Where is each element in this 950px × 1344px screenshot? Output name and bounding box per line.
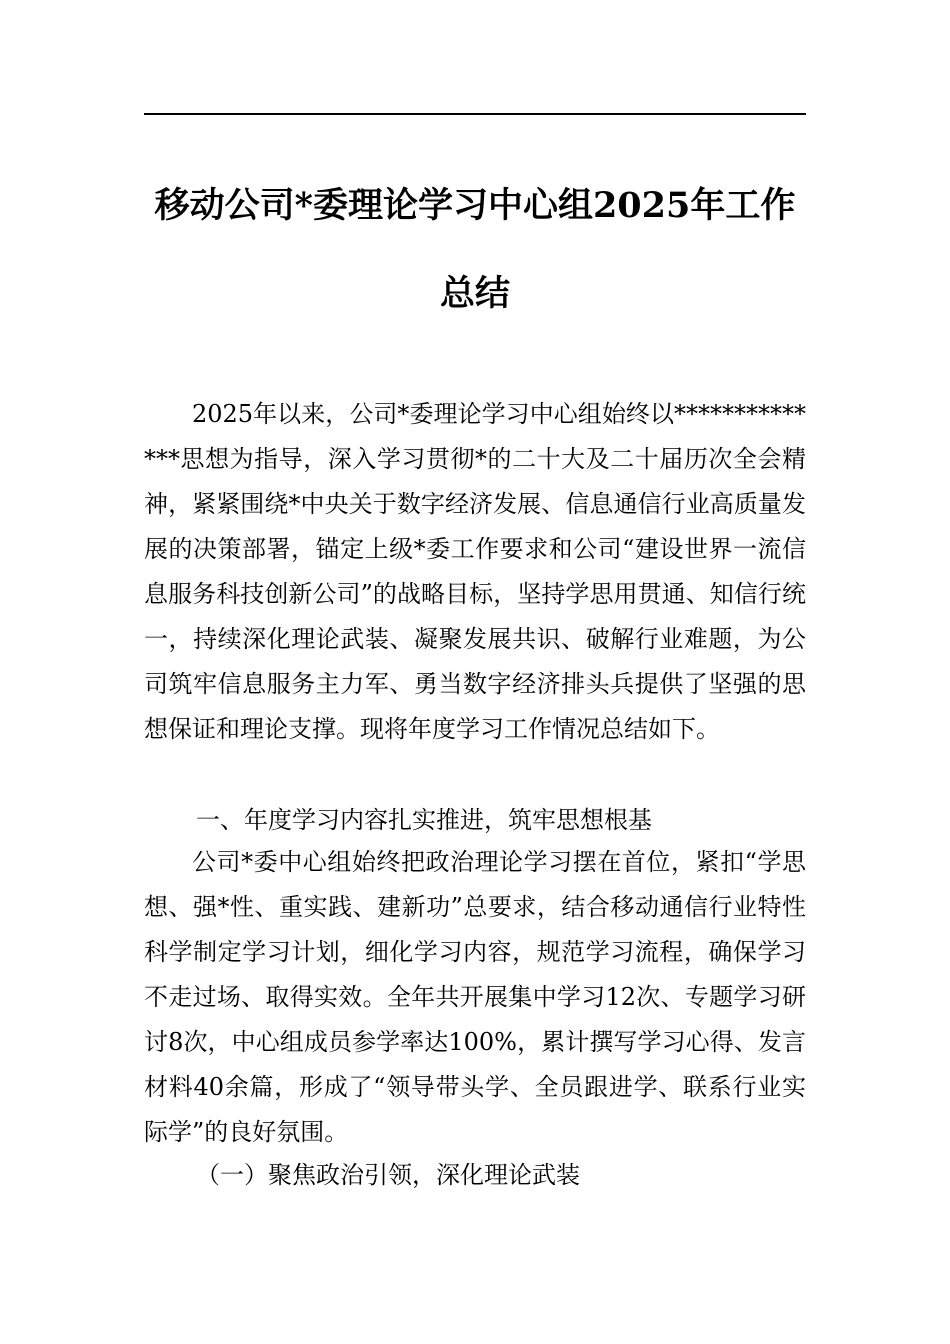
section-1-body [144, 840, 806, 1155]
title-line-2: 总结 [439, 273, 510, 314]
subsection-heading-1: （一）聚焦政治引领，深化理论武装 [196, 1161, 580, 1189]
header-rule [144, 113, 806, 115]
intro-section [144, 392, 806, 752]
document-title [140, 162, 810, 338]
title-line-1: 移动公司*委理论学习中心组2025年工作 [154, 185, 796, 226]
intro-paragraph: 2025年以来，公司*委理论学习中心组始终以**************思想为指导，深入学习贯彻*的二十大及二十届历次全会精神，紧紧围绕*中央关于数字经济发展、信息通信行业高质量发展的决策部署，锚定上级*委工作要求和公司“建设世界一流信息服务科技创新公司”的战略目标，坚持学思用贯通、知信行统一，持续深化理论武装、凝聚发展共识、破解行业难题，为公司筑牢信息服务主力军、勇当数字经济排头兵提供了坚强的思想保证和理论支撑。现将年度学习工作情况总结如下。 [144, 400, 806, 743]
section-heading-1: 一、年度学习内容扎实推进，筑牢思想根基 [196, 806, 652, 834]
section-1-paragraph: 公司*委中心组始终把政治理论学习摆在首位，紧扣“学思想、强*性、重实践、建新功”总要求，结合移动通信行业特性科学制定学习计划，细化学习内容，规范学习流程，确保学习不走过场、取得实效。全年共开展集中学习12次、专题学习研讨8次，中心组成员参学率达100%，累计撰写学习心得、发言材料40余篇，形成了“领导带头学、全员跟进学、联系行业实际学”的良好氛围。 [144, 848, 806, 1146]
